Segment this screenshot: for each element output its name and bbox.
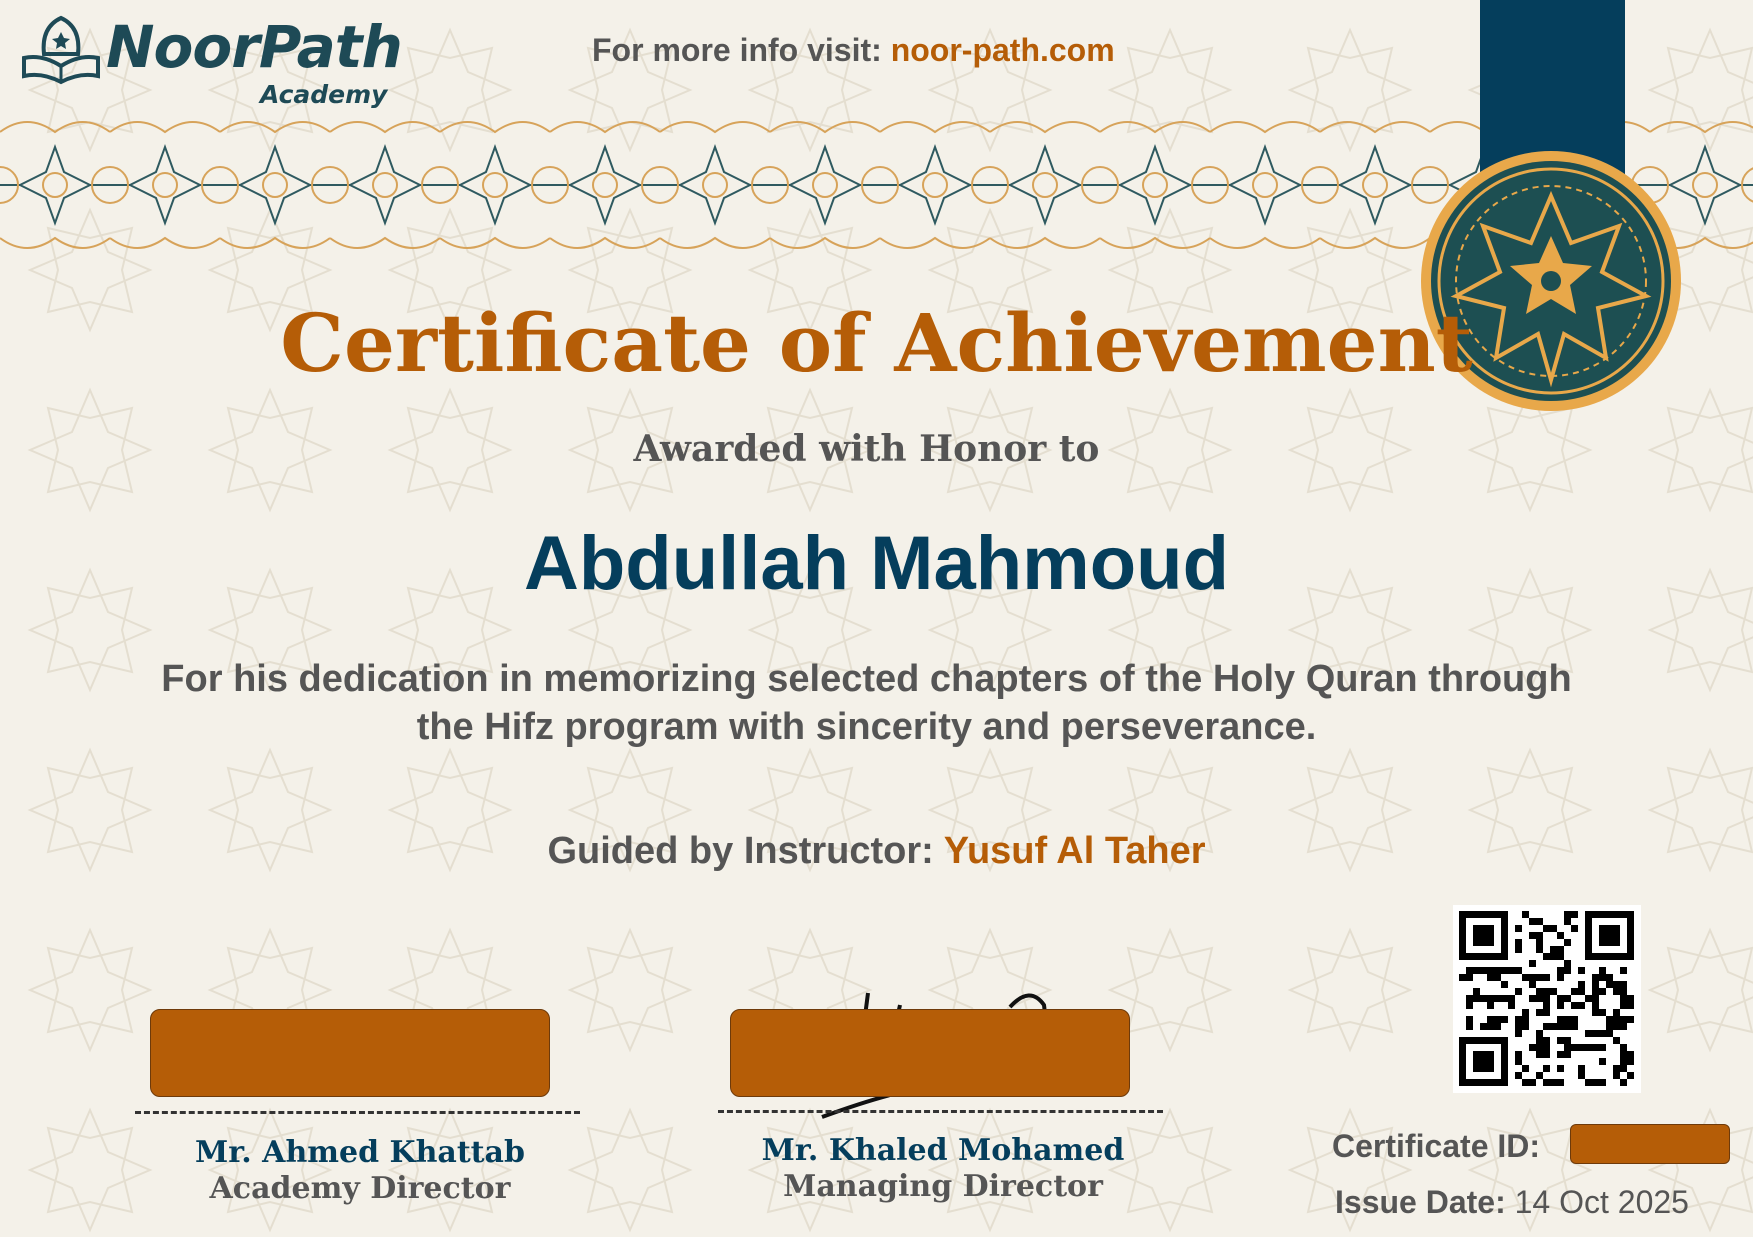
qr-code[interactable] — [1453, 905, 1641, 1093]
issue-date-value: 14 Oct 2025 — [1514, 1184, 1689, 1220]
description-line: For his dedication in memorizing selected chapters of the Holy Quran through — [161, 658, 1572, 700]
redacted-signature — [730, 1009, 1130, 1097]
certificate-id-label: Certificate ID: — [1332, 1128, 1541, 1164]
website-link[interactable]: noor-path.com — [890, 32, 1115, 68]
signatory-title: Managing Director — [783, 1169, 1103, 1204]
signatory-title: Academy Director — [209, 1171, 511, 1206]
certificate-title: Certificate of Achievement — [280, 296, 1473, 390]
redacted-certificate-id — [1570, 1124, 1730, 1164]
book-with-lamp-icon — [18, 14, 104, 90]
signature-line — [135, 1111, 580, 1114]
info-line — [592, 33, 1115, 68]
description-line: the Hifz program with sincerity and perseverance. — [416, 706, 1317, 748]
signature-line — [718, 1110, 1163, 1113]
redacted-signature — [150, 1009, 550, 1097]
instructor-line — [0, 832, 1753, 870]
brand-name: NoorPath — [106, 13, 402, 81]
awarded-text: Awarded with Honor to — [633, 428, 1100, 470]
info-label: For more info visit: — [592, 32, 882, 68]
signatory-name: Mr. Ahmed Khattab — [195, 1135, 525, 1170]
instructor-label: Guided by Instructor: — [547, 830, 934, 872]
issue-date-line — [1335, 1186, 1689, 1218]
issue-date-label: Issue Date: — [1335, 1184, 1506, 1220]
description — [80, 655, 1653, 751]
brand-subtitle: Academy — [260, 80, 388, 109]
recipient-name: Abdullah Mahmoud — [523, 521, 1230, 606]
signatory-name: Mr. Khaled Mohamed — [761, 1133, 1125, 1168]
instructor-name: Yusuf Al Taher — [943, 830, 1206, 872]
